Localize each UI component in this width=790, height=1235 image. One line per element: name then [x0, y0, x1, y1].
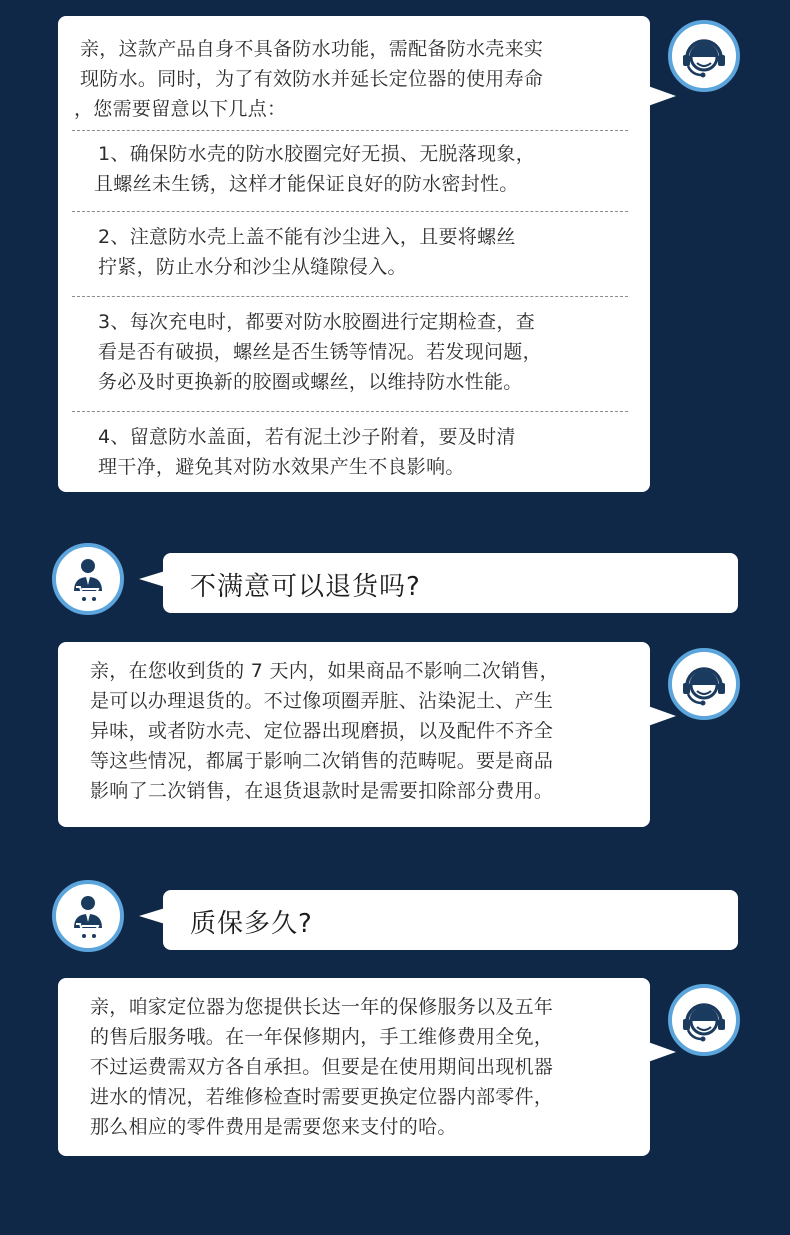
- answer-return-line-2: 是可以办理退货的。不过像项圈弄脏、沾染泥土、产生: [90, 690, 554, 712]
- intro-line-3: ，您需要留意以下几点：: [74, 98, 287, 120]
- customer-service-headset-icon: [678, 994, 730, 1046]
- question-text-warranty: 质保多久?: [190, 909, 313, 939]
- answer-warranty-line-4: 进水的情况，若维修检查时需要更换定位器内部零件，: [90, 1086, 554, 1108]
- intro-line-2: 现防水。同时，为了有效防水并延长定位器的使用寿命: [80, 68, 544, 90]
- question-bubble-warranty: [163, 890, 738, 950]
- answer-warranty-line-1: 亲，咱家定位器为您提供长达一年的保修服务以及五年: [90, 996, 554, 1018]
- tip-item-4: 4、留意防水盖面，若有泥土沙子附着，要及时清 理干净，避免其对防水效果产生不良影响。: [72, 411, 628, 482]
- shopper-with-cart-icon: [62, 553, 114, 605]
- intro-line-1: 亲，这款产品自身不具备防水功能，需配备防水壳来实: [80, 38, 544, 60]
- question-text-return: 不满意可以退货吗?: [190, 572, 421, 602]
- tip-item-2: 2、注意防水壳上盖不能有沙尘进入，且要将螺丝 拧紧，防止水分和沙尘从缝隙侵入。: [72, 211, 628, 296]
- shopper-with-cart-icon: [62, 890, 114, 942]
- agent-avatar: [668, 20, 740, 92]
- customer-avatar: [52, 543, 124, 615]
- answer-return-line-4: 等这些情况，都属于影响二次销售的范畴呢。要是商品: [90, 750, 554, 772]
- tip-item-1: 1、确保防水壳的防水胶圈完好无损、无脱落现象， 且螺丝未生锈，这样才能保证良好的防水密封性。: [72, 130, 628, 211]
- customer-service-headset-icon: [678, 658, 730, 710]
- answer-return-line-1: 亲，在您收到货的 7 天内，如果商品不影响二次销售，: [90, 660, 559, 682]
- answer-return-line-3: 异味，或者防水壳、定位器出现磨损，以及配件不齐全: [90, 720, 554, 742]
- tip-item-3: 3、每次充电时，都要对防水胶圈进行定期检查，查 看是否有破损，螺丝是否生锈等情况。若发现问题， 务必及时更换新的胶圈或螺丝，以维持防水性能。: [72, 296, 628, 411]
- customer-avatar: [52, 880, 124, 952]
- answer-return-line-5: 影响了二次销售，在退货退款时是需要扣除部分费用。: [90, 780, 554, 802]
- answer-bubble-return: [58, 642, 650, 827]
- question-bubble-return: [163, 553, 738, 613]
- agent-avatar: [668, 984, 740, 1056]
- agent-avatar: [668, 648, 740, 720]
- answer-bubble-waterproof: [58, 16, 650, 492]
- answer-bubble-warranty: [58, 978, 650, 1156]
- answer-warranty-line-5: 那么相应的零件费用是需要您来支付的哈。: [90, 1116, 457, 1138]
- customer-service-headset-icon: [678, 30, 730, 82]
- answer-warranty-line-3: 不过运费需双方各自承担。但要是在使用期间出现机器: [90, 1056, 554, 1078]
- answer-warranty-line-2: 的售后服务哦。在一年保修期内，手工维修费用全免，: [90, 1026, 554, 1048]
